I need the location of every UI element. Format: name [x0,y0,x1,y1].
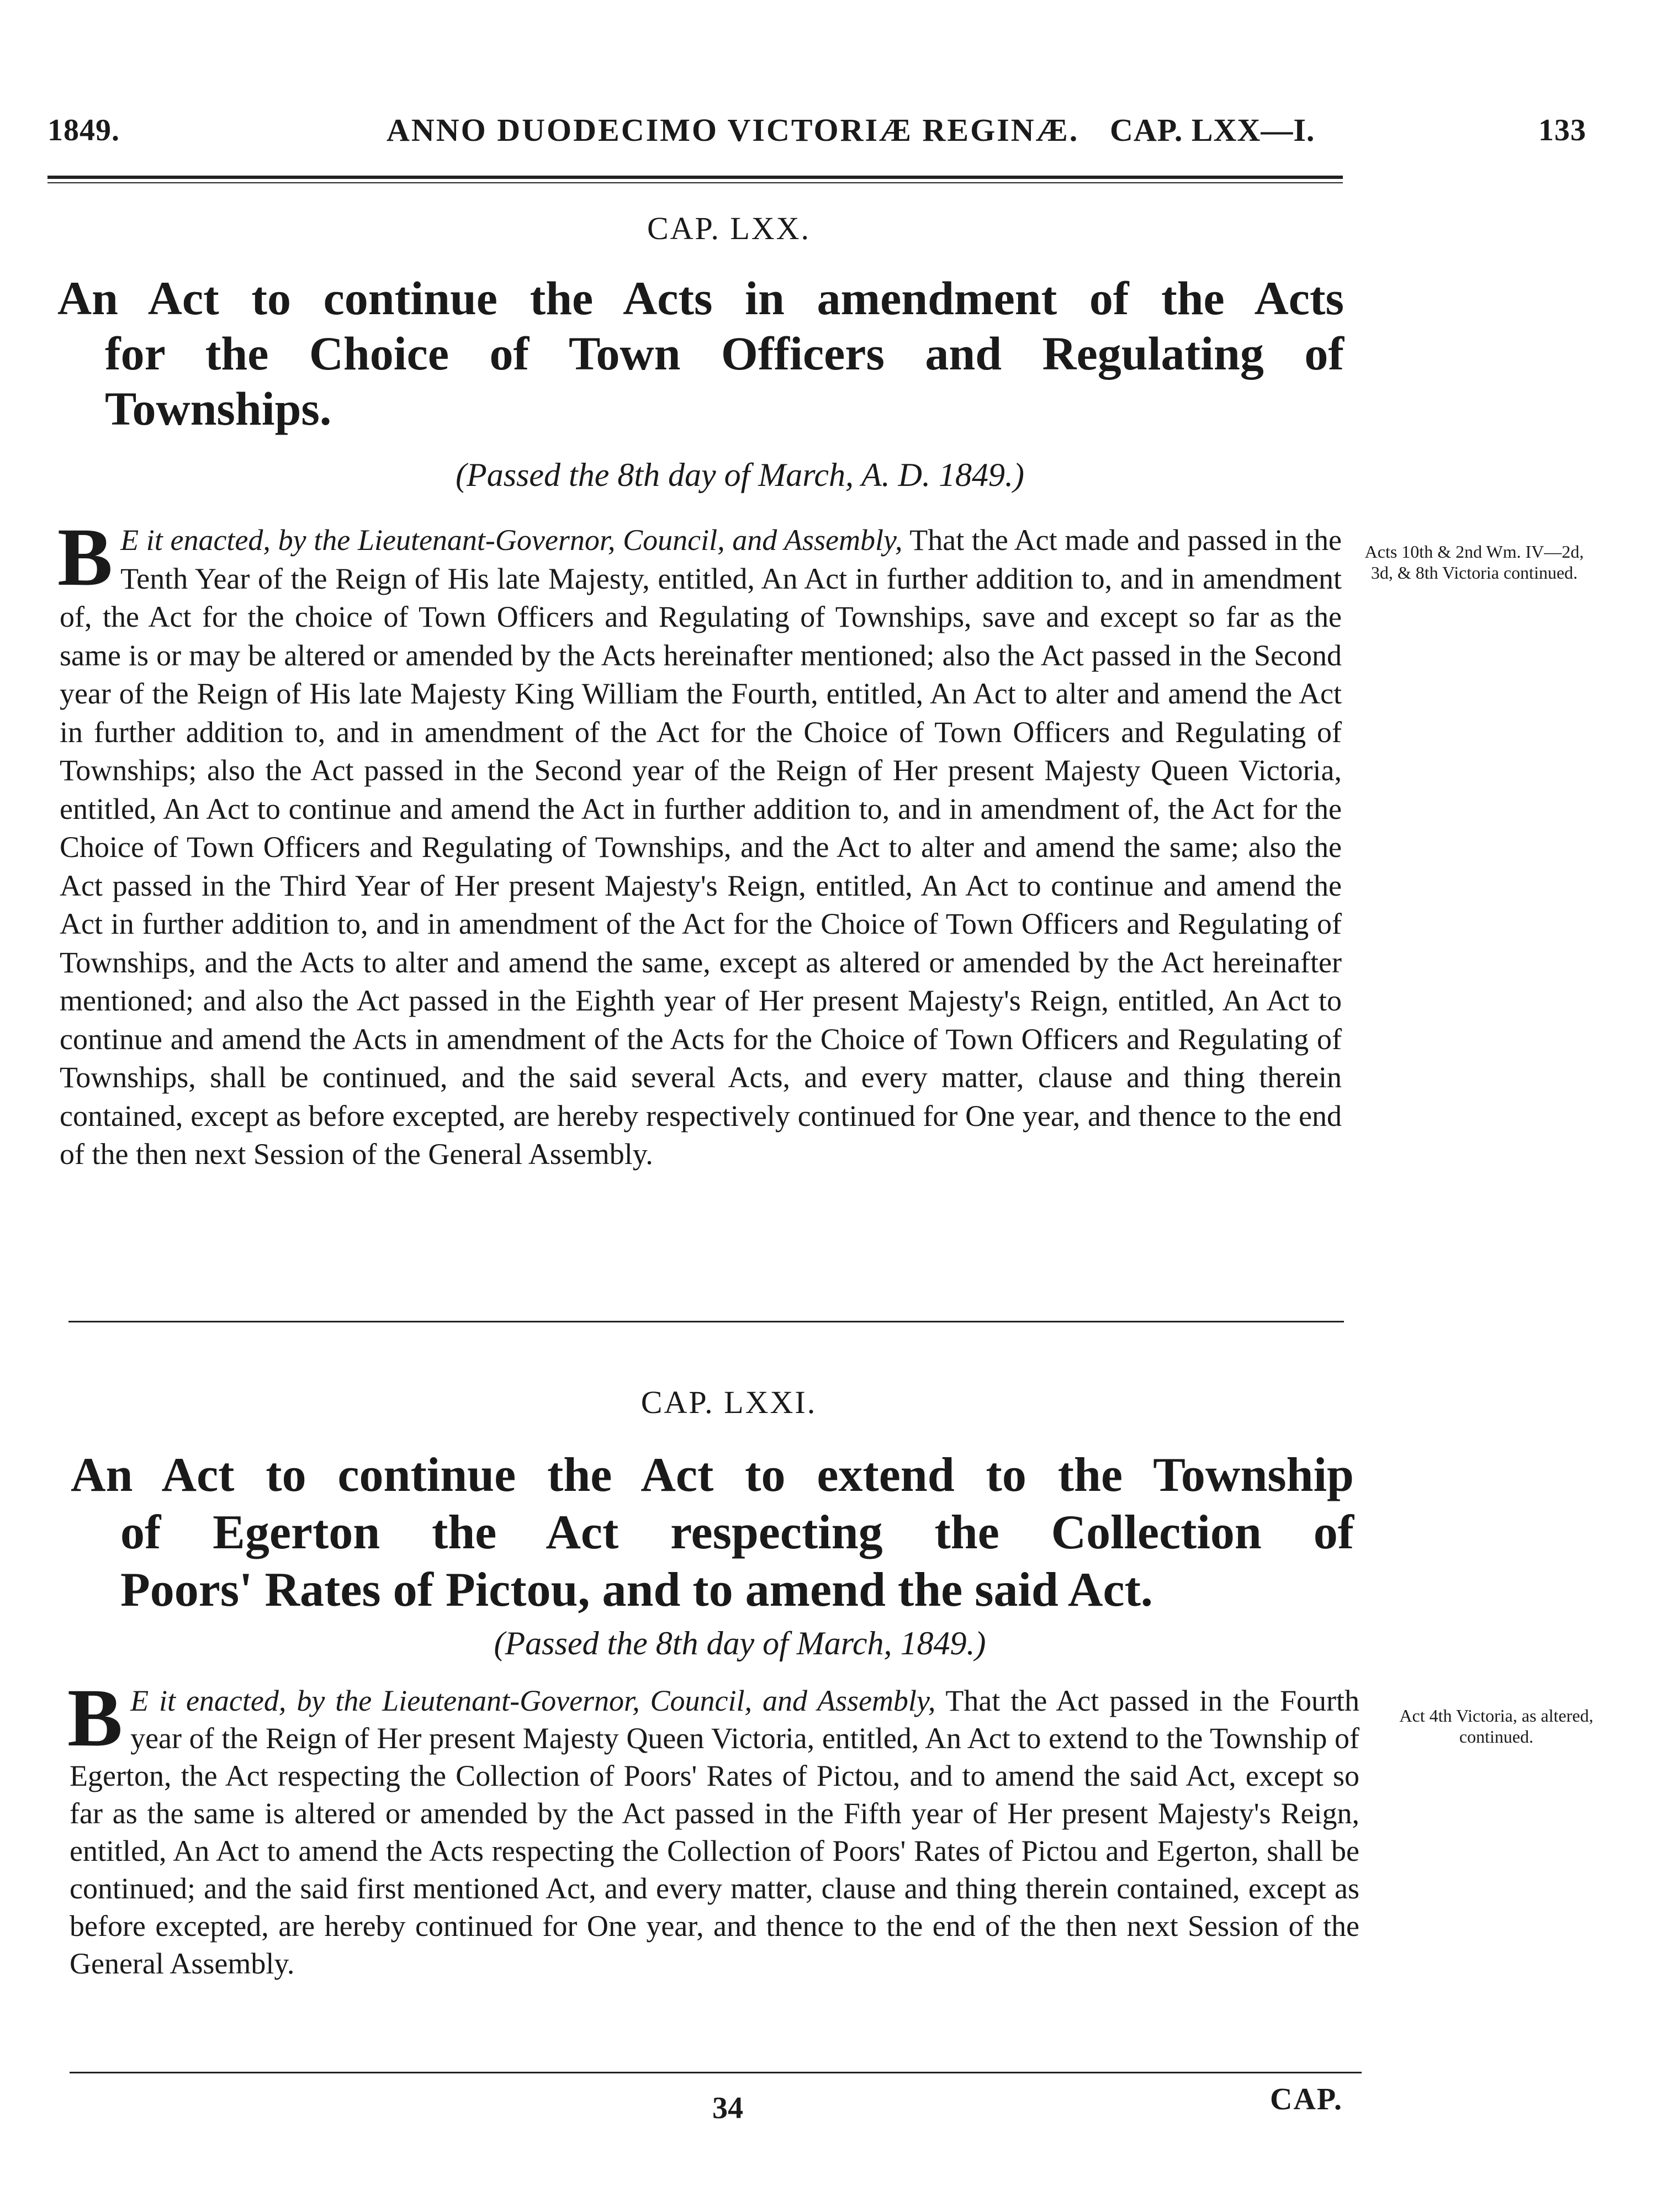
drop-cap: B [67,1672,123,1764]
marginal-note: Acts 10th & 2nd Wm. IV—2d, 3d, & 8th Victoria continued. [1364,542,1584,583]
running-head-year: 1849. [47,113,120,147]
passed-date: (Passed the 8th day of March, 1849.) [494,1625,986,1661]
page-number: 133 [1538,113,1586,147]
act-title-line: An Act to continue the Acts in amendment of the Acts [57,272,1344,325]
act-title-line: Poors' Rates of Pictou, and to amend the said Act. [120,1563,1153,1617]
act-title-line: An Act to continue the Act to extend to the Township [71,1448,1354,1502]
act-title-line: Townships. [105,382,332,435]
header-rule-thin [47,182,1343,183]
signature-mark: 34 [712,2091,743,2125]
enacting-clause: E it enacted, by the Lieutenant-Governor, Council, and Assembly, [120,523,903,557]
act-title-line: for the Choice of Town Officers and Regulating of [105,327,1344,380]
act-body-text: That the Act passed in the Fourth year of the Reign of Her present Majesty Queen Victoria, entitled, An Act to extend to the Township of Egerton, the Act respecting the Collection of Poors' Rates of Pictou, and to amend the said Act, except so far as the same is altered or amended by the Act passed in the Fifth year of Her present Majesty's Reign, entitled, An Act to amend the Acts respecting the Collection of Poors' Rates of Pictou and Egerton, shall be continued; and the said first mentioned Act, and every matter, clause and thing therein contained, except as before excepted, are hereby continued for One year, and thence to the end of the then next Session of the General Assembly. [70,1684,1359,1980]
act-title-line: of Egerton the Act respecting the Collection of [120,1506,1354,1559]
header-rule [47,176,1343,179]
drop-cap: B [57,511,113,603]
section-rule [68,1321,1344,1322]
act-body [67,1672,1359,1982]
cap-heading: CAP. LXXI. [641,1384,817,1420]
passed-date: (Passed the 8th day of March, A. D. 1849.) [456,457,1024,493]
running-head-title: ANNO DUODECIMO VICTORIÆ REGINÆ. [387,112,1079,148]
marginal-note: Act 4th Victoria, as altered, continued. [1399,1706,1594,1747]
catchword: CAP. [1270,2082,1343,2116]
running-head-cap: CAP. LXX—I. [1110,112,1315,148]
act-title [57,271,1344,436]
act-title [71,1447,1354,1619]
act-body-text: That the Act made and passed in the Tenth Year of the Reign of His late Majesty, entitled, An Act in further addition to, and in amendment of, the Act for the choice of Town Officers and Regulating of Townships, save and except so far as the same is or may be altered or amended by the Acts hereinafter mentioned; also the Act passed in the Second year of the Reign of His late Majesty King William the Fourth, entitled, An Act to alter and amend the Act in further addition to, and in amendment of the Act for the Choice of Town Officers and Regulating of Townships; also the Act passed in the Second year of the Reign of Her present Majesty Queen Victoria, entitled, An Act to continue and amend the Act in further addition to, and in amendment of, the Act for the Choice of Town Officers and Regulating of Townships, and the Act to alter and amend the same; also the Act passed in the Third Year of Her present Majesty's Reign, entitled, An Act to continue and amend the Act in further addition to, and in amendment of the Act for the Choice of Town Officers and Regulating of Townships, and the Acts to alter and amend the same, except as altered or amended by the Act hereinafter mentioned; and also the Act passed in the Eighth year of Her present Majesty's Reign, entitled, An Act to continue and amend the Acts in amendment of the Acts for the Choice of Town Officers and Regulating of Townships, shall be continued, and the said several Acts, and every matter, clause and thing therein contained, except as before excepted, are hereby respectively continued for One year, and thence to the end of the then next Session of the General Assembly. [60,523,1342,1171]
enacting-clause: E it enacted, by the Lieutenant-Governor, Council, and Assembly, [130,1684,936,1717]
act-body [57,511,1342,1174]
footer-rule [70,2072,1362,2073]
cap-heading: CAP. LXX. [647,210,811,246]
